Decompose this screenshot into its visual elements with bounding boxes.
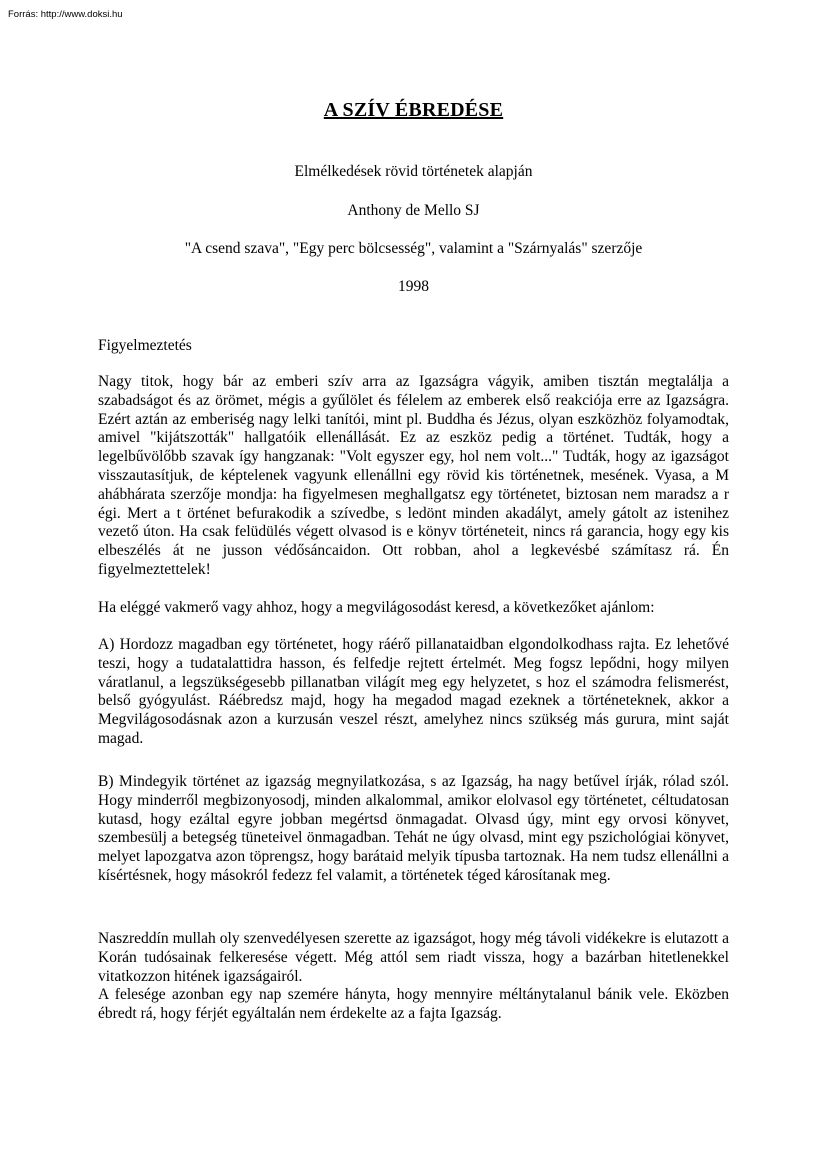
paragraph-a: A) Hordozz magadban egy történetet, hogy ráérő pillanataidban elgondolkodhass rajta. Ez lehetővé teszi, hogy a tudatalattidra hasson, és felfedje rejtett értelmét. Meg fogsz lepődni, hogy milyen váratlanul, a legszükségesebb pillanatban világít meg egy helyzetet, s hoz el számodra felismerést, belső gyógyulást. Ráébredsz majd, hogy ha megadod magad ezeknek a történeteknek, akkor a Megvilágosodásnak azon a kurzusán veszel részt, amelyhez nincs szükség más gurura, mint saját magad. <box>98 636 729 747</box>
document-title: A SZÍV ÉBREDÉSE <box>323 99 504 121</box>
paragraph-recommendation: Ha eléggé vakmerő vagy ahhoz, hogy a megvilágosodást keresd, a következőket ajánlom: <box>98 599 655 616</box>
document-subtitle: Elmélkedések rövid történetek alapján <box>294 163 533 180</box>
paragraph-story-end: A felesége azonban egy nap szemére hányta, hogy mennyire méltánytalanul bánik vele. Eközben ébredt rá, hogy férjét egyáltalán nem érdekelte az a fajta Igazság. <box>98 986 729 1023</box>
paragraph-b: B) Mindegyik történet az igazság megnyilatkozása, s az Igazság, ha nagy betűvel írják, rólad szól. Hogy minderről megbizonyosodj, minden alkalommal, amikor elolvasol egy történetet, céltudatosan kutasd, hogy ezáltal egyre jobban megértsd önmagadat. Olvasd úgy, mint egy orvosi könyvet, szembesülj a betegség tüneteivel önmagadban. Tehát ne úgy olvasd, mint egy pszichológiai könyvet, melyet lapozgatva azon töprengsz, hogy barátaid melyik típusba tartoznak. Ha nem tudsz ellenállni a kísértésnek, hogy másokról fedezz fel valamit, a történetek téged károsítanak meg. <box>98 773 729 884</box>
document-author: Anthony de Mello SJ <box>347 202 480 219</box>
paragraph-intro: Nagy titok, hogy bár az emberi szív arra az Igazságra vágyik, amiben tisztán megtalálja a szabadságot és az örömet, mégis a gyűlölet és félelem az emberek első reakciója erre az Igazságra. Ezért aztán az emberiség nagy lelki tanítói, mint pl. Buddha és Jézus, olyan eszközhöz folyamodtak, amivel "kijátszották" hallgatóik ellenállását. Ez az eszköz pedig a történet. Tudták, hogy a legelbűvölőbb szavak így hangzanak: "Volt egyszer egy, hol nem volt..." Tudták, hogy az igazságot visszautasítjuk, de képtelenek vagyunk ellenállni egy rövid kis történetnek, mesének. Vyasa, a M ahábhárata szerzője mondja: ha figyelmesen meghallgatsz egy történetet, biztosan nem maradsz a r égi. Mert a t örténet befurakodik a szívedbe, s ledönt minden akadályt, amely gátolt az istenihez vezető úton. Ha csak felüdülés végett olvasod is e könyv történeteit, nincs rá garancia, hogy egy kis elbeszélés át ne jusson védősáncaidon. Ott robban, ahol a legkevésbé számítasz rá. Én figyelmeztettelek! <box>98 373 729 578</box>
author-works: "A csend szava", "Egy perc bölcsesség", valamint a "Szárnyalás" szerzője <box>184 240 643 257</box>
source-url: Forrás: http://www.doksi.hu <box>8 9 123 20</box>
paragraph-story: Naszreddín mullah oly szenvedélyesen szerette az igazságot, hogy még távoli vidékekre is elutazott a Korán tudósainak felkeresése végett. Még attól sem riadt vissza, hogy a bazárban hitetlenekkel vitatkozzon hitének igazságairól. A felesége azonban egy nap szemére hányta, hogy mennyire méltánytalanul bánik vele. Eközben ébredt rá, hogy férjét egyáltalán nem érdekelte az a fajta Igazság. <box>98 930 729 1023</box>
document-year: 1998 <box>398 278 429 295</box>
section-heading: Figyelmeztetés <box>98 337 192 354</box>
